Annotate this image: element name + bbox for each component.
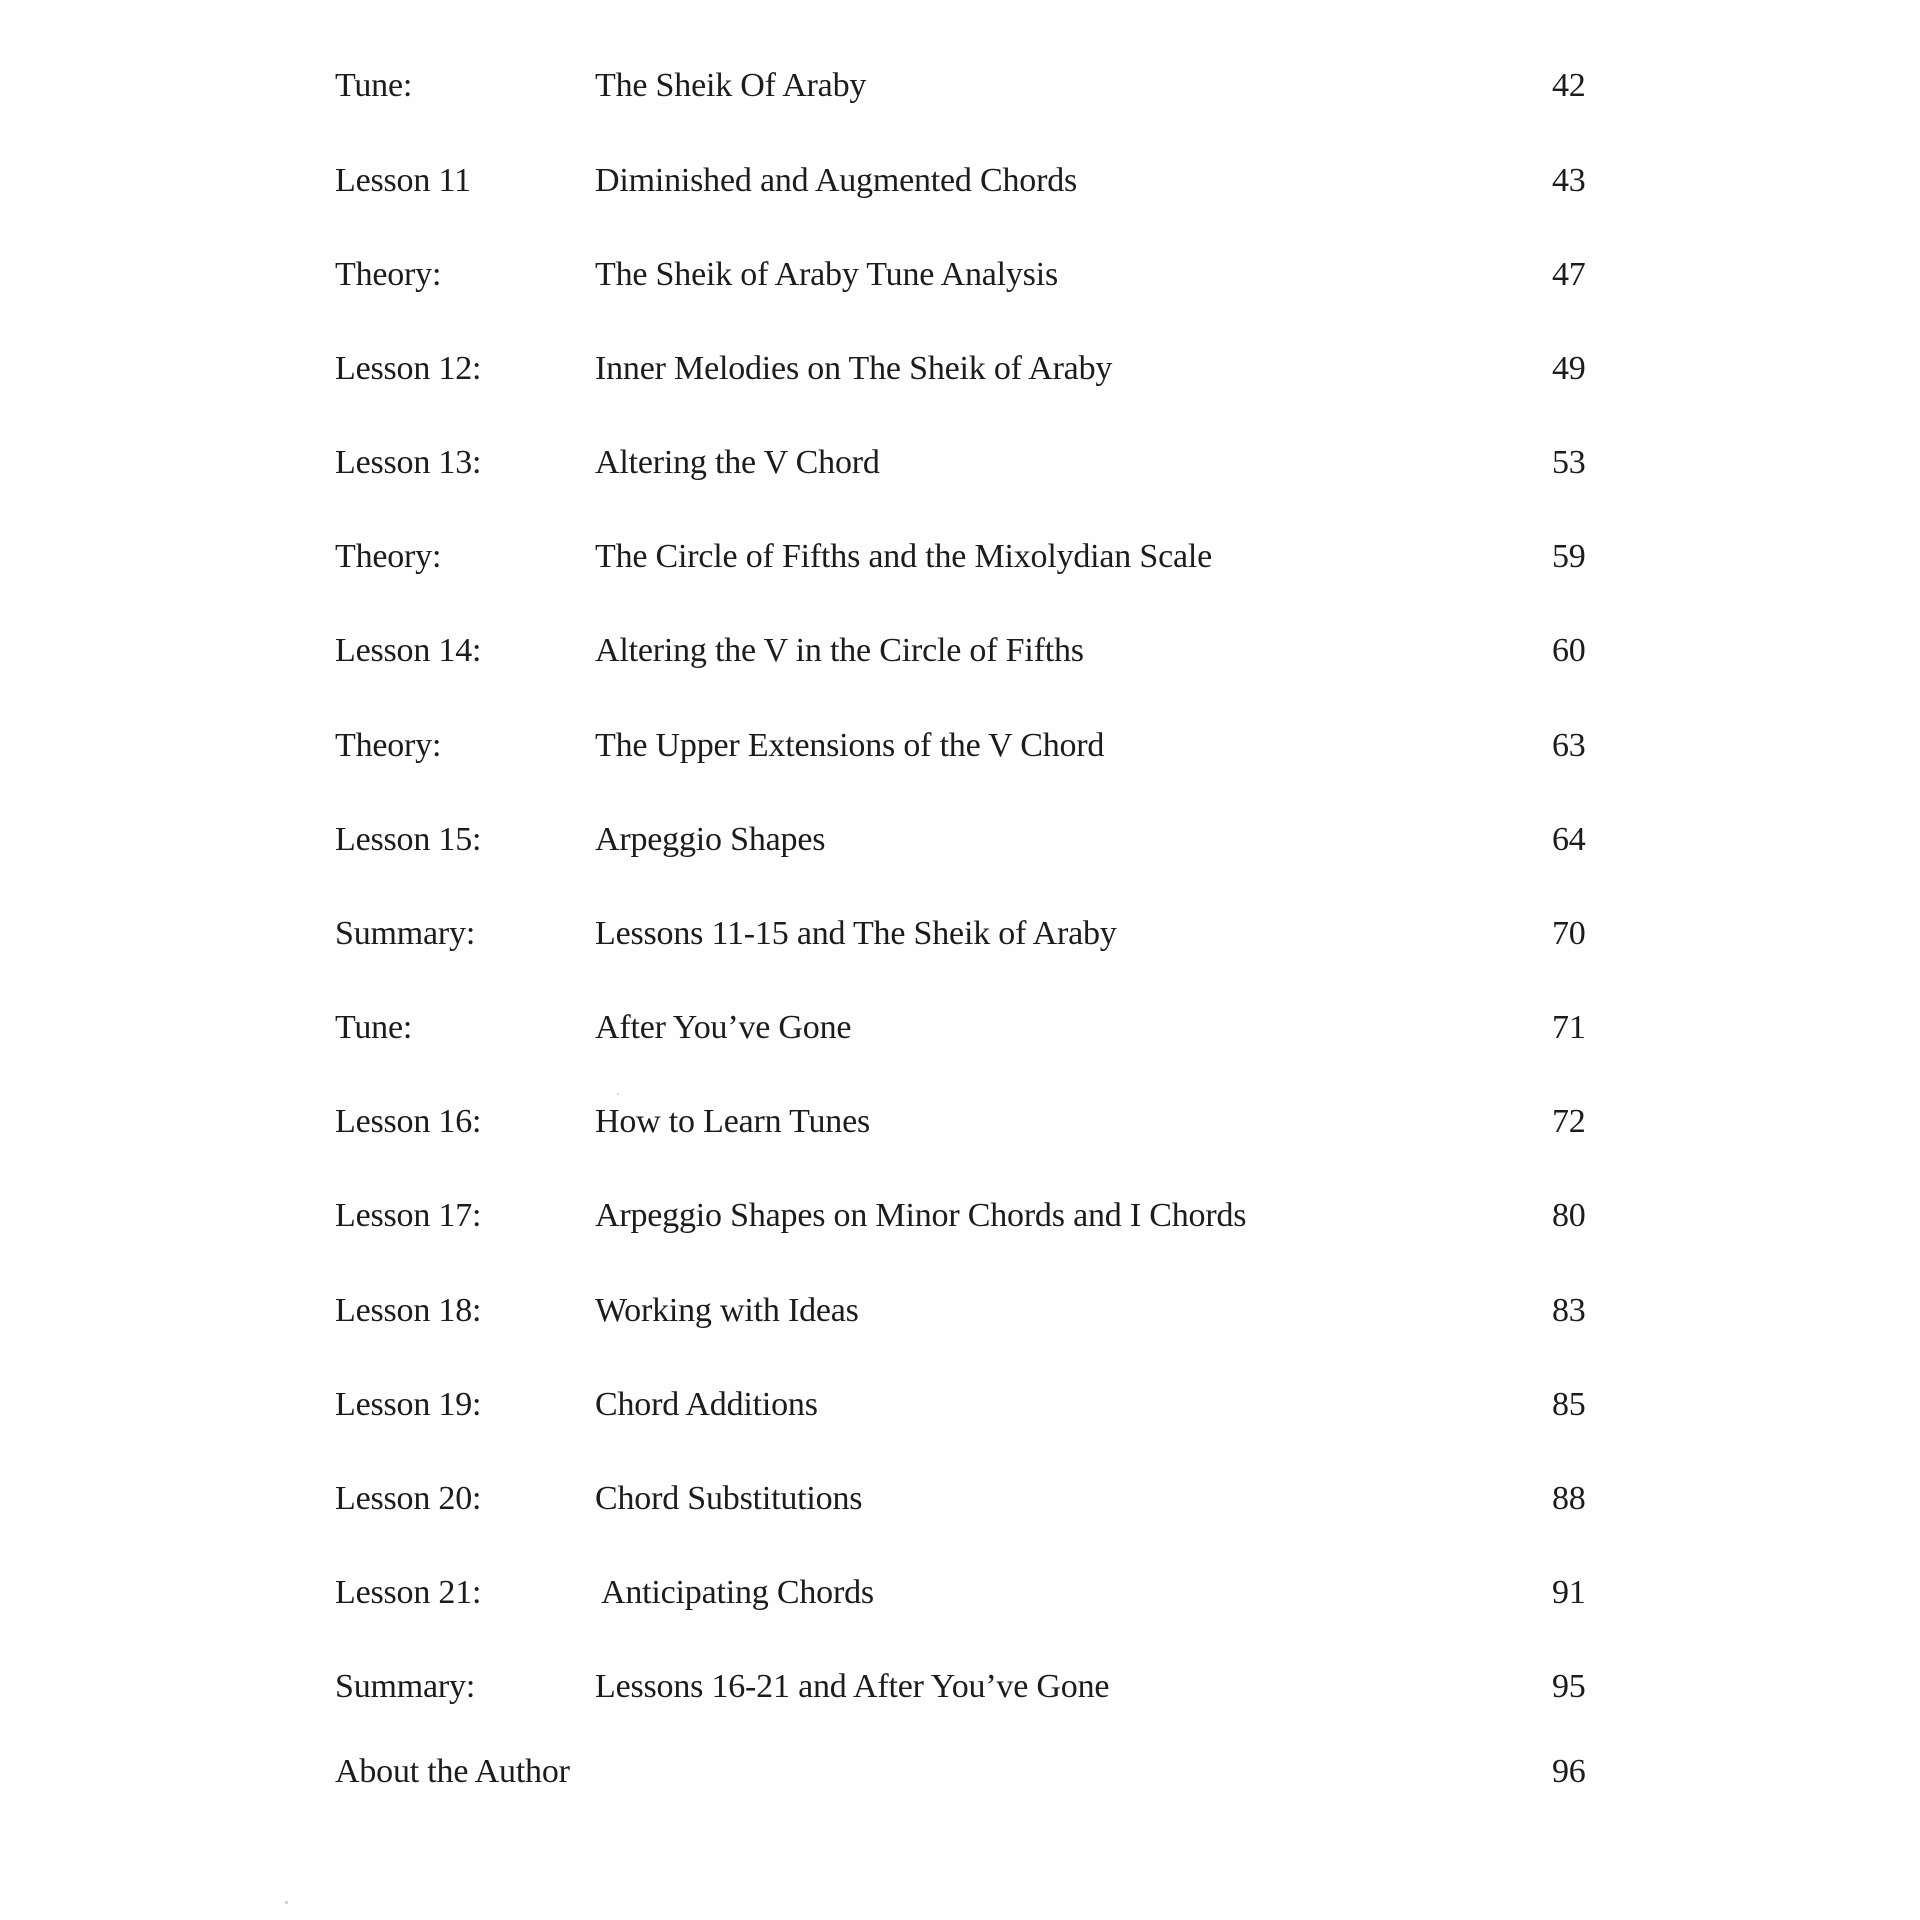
toc-entry-page: 88: [1552, 1480, 1586, 1517]
toc-entry-page: 96: [1552, 1753, 1586, 1790]
toc-entry: [0, 820, 1920, 860]
toc-entry-label: Lesson 20:: [335, 1480, 482, 1517]
toc-entry-label: Lesson 13:: [335, 444, 482, 481]
toc-entry: [0, 537, 1920, 577]
toc-entry-title: Diminished and Augmented Chords: [595, 162, 1078, 199]
toc-entry-page: 42: [1552, 67, 1586, 104]
toc-entry: [0, 1752, 1920, 1792]
toc-entry: [0, 1102, 1920, 1142]
toc-entry-label: Theory:: [335, 727, 442, 764]
toc-entry-title: Altering the V in the Circle of Fifths: [595, 632, 1084, 669]
toc-entry-title: The Upper Extensions of the V Chord: [595, 727, 1105, 764]
toc-entry: [0, 1196, 1920, 1236]
toc-entry-title: Anticipating Chords: [601, 1574, 874, 1611]
toc-entry-label: Tune:: [335, 1009, 413, 1046]
toc-entry-title: Arpeggio Shapes: [595, 821, 826, 858]
toc-entry-title: After You’ve Gone: [595, 1009, 852, 1046]
toc-entry-title: Lessons 11-15 and The Sheik of Araby: [595, 915, 1117, 952]
toc-entry-page: 80: [1552, 1197, 1586, 1234]
toc-entry-page: 60: [1552, 632, 1586, 669]
toc-entry-page: 63: [1552, 727, 1586, 764]
toc-entry-page: 43: [1552, 162, 1586, 199]
toc-entry-page: 83: [1552, 1292, 1586, 1329]
toc-entry-title: The Sheik Of Araby: [595, 67, 867, 104]
toc-entry: [0, 66, 1920, 106]
toc-entry: [0, 1667, 1920, 1707]
toc-entry-page: 47: [1552, 256, 1586, 293]
scan-speck: [617, 1093, 619, 1095]
toc-entry-title: Chord Additions: [595, 1386, 818, 1423]
toc-entry-label: Lesson 19:: [335, 1386, 482, 1423]
toc-entry-label: About the Author: [335, 1753, 570, 1790]
toc-entry-page: 64: [1552, 821, 1586, 858]
toc-entry: [0, 161, 1920, 201]
toc-entry-page: 71: [1552, 1009, 1586, 1046]
toc-entry-page: 91: [1552, 1574, 1586, 1611]
toc-entry-page: 95: [1552, 1668, 1586, 1705]
toc-entry-title: The Circle of Fifths and the Mixolydian Scale: [595, 538, 1213, 575]
toc-entry-label: Theory:: [335, 256, 442, 293]
toc-entry-title: Altering the V Chord: [595, 444, 880, 481]
toc-entry: [0, 255, 1920, 295]
toc-entry-label: Lesson 21:: [335, 1574, 482, 1611]
toc-entry-title: Inner Melodies on The Sheik of Araby: [595, 350, 1113, 387]
toc-entry-label: Tune:: [335, 67, 413, 104]
toc-entry-page: 85: [1552, 1386, 1586, 1423]
toc-entry-label: Lesson 18:: [335, 1292, 482, 1329]
toc-entry: [0, 726, 1920, 766]
toc-entry-title: The Sheik of Araby Tune Analysis: [595, 256, 1058, 293]
toc-entry: [0, 914, 1920, 954]
toc-entry-title: How to Learn Tunes: [595, 1103, 871, 1140]
toc-entry: [0, 1385, 1920, 1425]
toc-entry: [0, 631, 1920, 671]
toc-entry-page: 70: [1552, 915, 1586, 952]
toc-entry-page: 72: [1552, 1103, 1586, 1140]
toc-entry: [0, 349, 1920, 389]
toc-entry-label: Lesson 14:: [335, 632, 482, 669]
toc-entry-title: Arpeggio Shapes on Minor Chords and I Chords: [595, 1197, 1247, 1234]
toc-entry-label: Lesson 12:: [335, 350, 482, 387]
toc-entry-title: Working with Ideas: [595, 1292, 859, 1329]
toc-entry-label: Summary:: [335, 915, 476, 952]
toc-entry-label: Theory:: [335, 538, 442, 575]
toc-entry: [0, 1291, 1920, 1331]
toc-entry-page: 53: [1552, 444, 1586, 481]
toc-entry-page: 59: [1552, 538, 1586, 575]
toc-entry-label: Summary:: [335, 1668, 476, 1705]
toc-entry-title: Chord Substitutions: [595, 1480, 863, 1517]
toc-entry-label: Lesson 11: [335, 162, 471, 199]
toc-entry: [0, 1573, 1920, 1613]
toc-entry-title: Lessons 16-21 and After You’ve Gone: [595, 1668, 1110, 1705]
toc-entry-page: 49: [1552, 350, 1586, 387]
toc-entry: [0, 443, 1920, 483]
toc-entry: [0, 1479, 1920, 1519]
toc-entry-label: Lesson 15:: [335, 821, 482, 858]
scan-speck: [285, 1901, 288, 1904]
toc-entry-label: Lesson 17:: [335, 1197, 482, 1234]
toc-entry: [0, 1008, 1920, 1048]
toc-entry-label: Lesson 16:: [335, 1103, 482, 1140]
